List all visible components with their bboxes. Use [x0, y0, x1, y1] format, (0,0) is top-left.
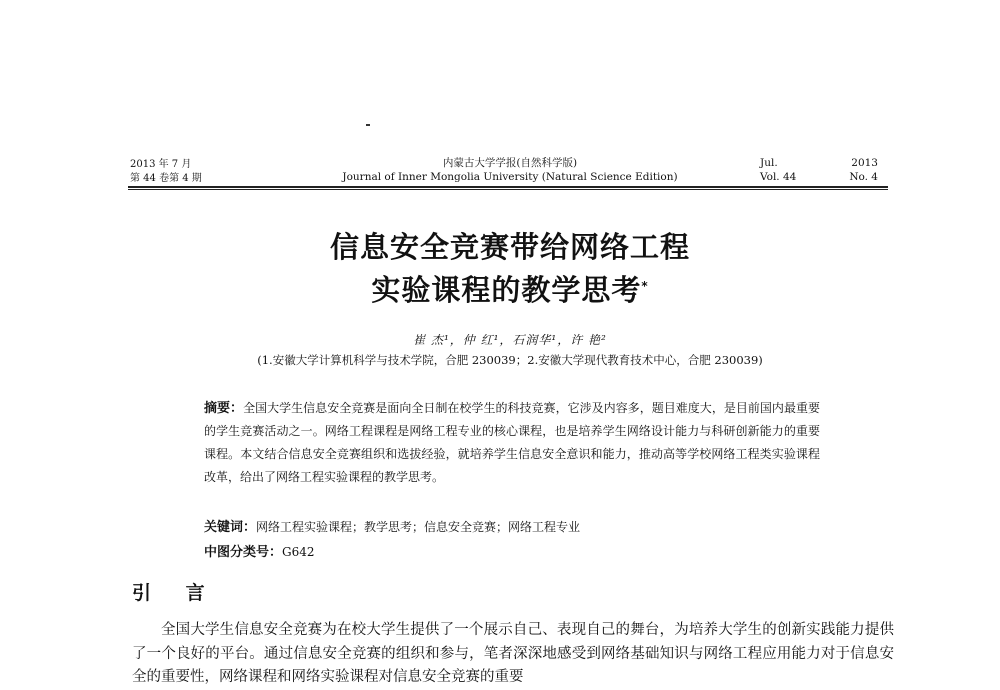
- issue-year-en: 2013: [851, 157, 878, 169]
- abstract: [204, 397, 820, 489]
- classification-text: G642: [282, 545, 315, 559]
- journal-name-block: [300, 156, 720, 184]
- journal-name-cn: 内蒙古大学学报(自然科学版): [442, 157, 578, 169]
- keywords-label: 关键词：: [204, 520, 257, 535]
- classification-label: 中图分类号：: [204, 545, 283, 560]
- title-line-2: 实验课程的教学思考: [371, 273, 642, 307]
- title-footnote-mark: *: [641, 279, 649, 293]
- issue-month-en: Jul.: [760, 157, 778, 169]
- issue-vol-en: Vol. 44: [760, 171, 797, 183]
- keywords: [204, 516, 580, 539]
- issue-date: 2013 年 7 月: [130, 159, 192, 170]
- header-rule-thick: [128, 186, 888, 188]
- issue-no-en: No. 4: [849, 171, 878, 183]
- author-list: 崔 杰¹，仲 红¹，石润华¹，许 艳²: [413, 333, 607, 347]
- issue-date-block: [130, 158, 202, 186]
- journal-name-en: Journal of Inner Mongolia University (Natural Science Edition): [342, 171, 678, 183]
- title-line-1: 信息安全竞赛带给网络工程: [329, 230, 690, 264]
- section-heading: 引 言: [132, 582, 219, 604]
- header-rule-thin: [128, 189, 888, 190]
- paper-title: [120, 226, 900, 312]
- issue-volume: 第 44 卷第 4 期: [130, 173, 202, 184]
- abstract-label: 摘要：: [204, 401, 244, 416]
- abstract-text: 全国大学生信息安全竞赛是面向全日制在校学生的科技竞赛，它涉及内容多，题目难度大，是目前国内最重要的学生竞赛活动之一。网络工程课程是网络工程专业的核心课程，也是培养学生网络设计能力与科研创新能力的重要课程。本文结合信息安全竞赛组织和选拔经验，就培养学生信息安全意识和能力，推动高等学校网络工程类实验课程改革，给出了网络工程实验课程的教学思考。: [204, 401, 820, 484]
- body-paragraph: 全国大学生信息安全竞赛为在校大学生提供了一个展示自己、表现自己的舞台，为培养大学生的创新实践能力提供了一个良好的平台。通过信息安全竞赛的组织和参与，笔者深深地感受到网络基础知识与网络工程应用能力对于信息安全的重要性，网络课程和网络实验课程对信息安全竞赛的重要: [132, 622, 894, 685]
- title-line-2-wrap: [120, 269, 900, 312]
- classification-number: [204, 541, 315, 564]
- keywords-text: 网络工程实验课程；教学思考；信息安全竞赛；网络工程专业: [256, 520, 581, 534]
- affiliations: (1.安徽大学计算机科学与技术学院，合肥 230039；2.安徽大学现代教育技术中心，合肥 230039): [257, 353, 763, 367]
- scan-speck: [366, 124, 370, 126]
- issue-en-block: [760, 156, 878, 184]
